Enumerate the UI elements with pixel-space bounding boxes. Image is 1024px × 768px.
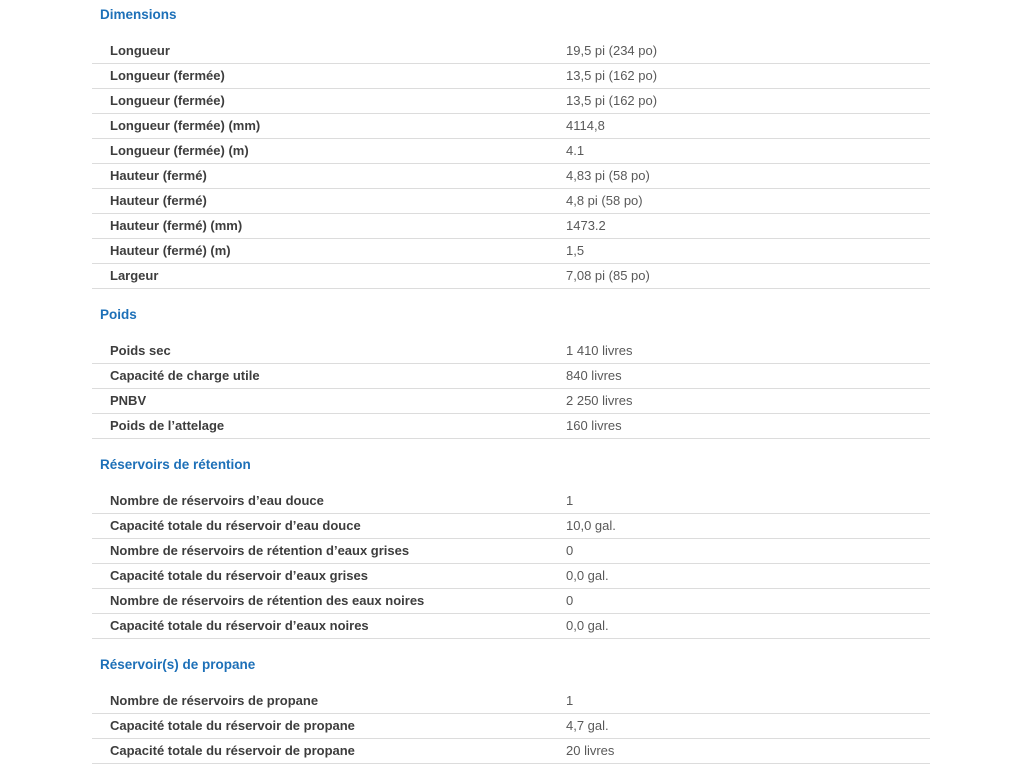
spec-row-value: 1: [566, 693, 574, 708]
spec-row-value: 13,5 pi (162 po): [566, 93, 658, 108]
spec-row: [92, 139, 930, 164]
spec-row-value: 840 livres: [566, 368, 622, 383]
spec-row: [92, 414, 930, 439]
spec-row-value: 0,0 gal.: [566, 618, 609, 633]
spec-rows: [92, 689, 930, 764]
section-title: Réservoirs de rétention: [100, 457, 251, 472]
spec-row-value: 13,5 pi (162 po): [566, 68, 658, 83]
spec-row-label: PNBV: [110, 393, 147, 408]
spec-row-value: 0: [566, 593, 574, 608]
spec-row: [92, 739, 930, 764]
spec-row: [92, 689, 930, 714]
spec-row-value: 19,5 pi (234 po): [566, 43, 658, 58]
spec-row-value: 0,0 gal.: [566, 568, 609, 583]
spec-row-value: 0: [566, 543, 574, 558]
spec-row: [92, 264, 930, 289]
spec-row-label: Longueur: [110, 43, 170, 58]
spec-rows: [92, 339, 930, 439]
spec-row: [92, 64, 930, 89]
spec-row: [92, 714, 930, 739]
spec-row: [92, 364, 930, 389]
specifications-table: [92, 0, 930, 764]
spec-row-value: 4.1: [566, 143, 585, 158]
spec-row-value: 4,83 pi (58 po): [566, 168, 650, 183]
spec-row-label: Nombre de réservoirs d’eau douce: [110, 493, 324, 508]
spec-row: [92, 89, 930, 114]
spec-row-label: Capacité totale du réservoir de propane: [110, 743, 355, 758]
spec-row: [92, 214, 930, 239]
spec-row-value: 4,8 pi (58 po): [566, 193, 643, 208]
section-title: Réservoir(s) de propane: [100, 657, 256, 672]
spec-row: [92, 39, 930, 64]
spec-row: [92, 589, 930, 614]
spec-row-label: Capacité de charge utile: [110, 368, 260, 383]
spec-row-value: 4,7 gal.: [566, 718, 609, 733]
spec-row-value: 20 livres: [566, 743, 615, 758]
spec-row-value: 1473.2: [566, 218, 606, 233]
spec-row: [92, 539, 930, 564]
spec-row-label: Capacité totale du réservoir d’eaux grises: [110, 568, 368, 583]
spec-row-label: Hauteur (fermé): [110, 193, 207, 208]
spec-row: [92, 164, 930, 189]
spec-row: [92, 614, 930, 639]
spec-row-label: Longueur (fermée) (mm): [110, 118, 261, 133]
spec-rows: [92, 489, 930, 639]
spec-row-label: Capacité totale du réservoir d’eau douce: [110, 518, 361, 533]
spec-row-label: Poids sec: [110, 343, 171, 358]
spec-row: [92, 389, 930, 414]
spec-row-value: 1: [566, 493, 574, 508]
spec-row-label: Hauteur (fermé) (mm): [110, 218, 243, 233]
spec-row: [92, 489, 930, 514]
spec-row-value: 2 250 livres: [566, 393, 633, 408]
spec-section: [92, 5, 930, 289]
spec-row-value: 7,08 pi (85 po): [566, 268, 650, 283]
spec-row: [92, 564, 930, 589]
spec-row-label: Hauteur (fermé) (m): [110, 243, 231, 258]
spec-row-value: 1 410 livres: [566, 343, 633, 358]
spec-row-label: Longueur (fermée) (m): [110, 143, 249, 158]
spec-row-label: Capacité totale du réservoir d’eaux noires: [110, 618, 369, 633]
section-title: Poids: [100, 307, 137, 322]
spec-rows: [92, 39, 930, 289]
spec-row-label: Longueur (fermée): [110, 68, 225, 83]
spec-row: [92, 114, 930, 139]
spec-row: [92, 339, 930, 364]
spec-row-label: Largeur: [110, 268, 159, 283]
spec-row: [92, 189, 930, 214]
spec-section: [92, 655, 930, 764]
spec-row-value: 1,5: [566, 243, 585, 258]
spec-section: [92, 305, 930, 439]
spec-row-label: Capacité totale du réservoir de propane: [110, 718, 355, 733]
spec-row-value: 4114,8: [566, 118, 605, 133]
spec-row-label: Nombre de réservoirs de rétention des eaux noires: [110, 593, 425, 608]
section-title: Dimensions: [100, 7, 177, 22]
spec-row-label: Longueur (fermée): [110, 93, 225, 108]
spec-row-label: Nombre de réservoirs de rétention d’eaux grises: [110, 543, 410, 558]
spec-row: [92, 239, 930, 264]
spec-row: [92, 514, 930, 539]
spec-row-label: Hauteur (fermé): [110, 168, 207, 183]
spec-row-value: 10,0 gal.: [566, 518, 616, 533]
spec-row-label: Nombre de réservoirs de propane: [110, 693, 319, 708]
spec-row-value: 160 livres: [566, 418, 622, 433]
spec-row-label: Poids de l’attelage: [110, 418, 225, 433]
spec-section: [92, 455, 930, 639]
